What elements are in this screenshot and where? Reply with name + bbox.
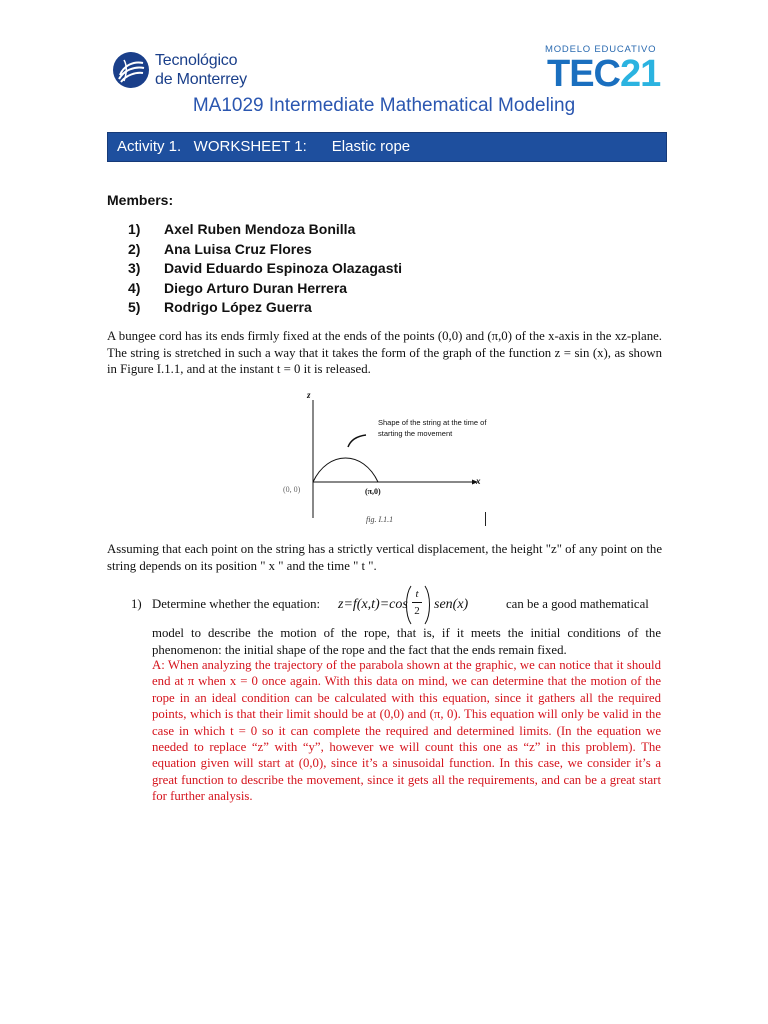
tec21-accent: 21 [620,53,661,95]
equation-fraction [412,587,422,618]
assumption-paragraph: Assuming that each point on the string has a strictly vertical displacement, the height "z" of any point on the string depends on its position " x " and the time " t ". [107,542,662,573]
answer-text: A: When analyzing the trajectory of the parabola shown at the graphic, we can notice that it should end at π when x = 0 once again. With this data on mind, we can determine that the motion of the rope in an ideal condition can be calculated with this equation, since it gathers all the required points, which is that their limit should be at (0,0) and (π, 0). This equation will only be valid in the case in which t = 0 so it can complete the required and determined limits. (In the equation we needed to replace “z” with “y”, however we will count this one as “z” in this problem). The equation given will start at (0,0), since it’s a sinusoidal function. In this case, we consider it’s a great function to describe the movement, since it gets all the requirements, and can be a great start for further analysis. [152,658,661,804]
pi-point-label: (π,0) [365,487,381,496]
tec-monterrey-emblem-icon [112,51,150,89]
activity-banner [107,132,667,162]
member-number: 1) [128,221,141,237]
member-name: Diego Arturo Duran Herrera [164,279,348,296]
tec21-main: TEC [547,53,620,95]
figure-annotation: Shape of the string at the time of starting the movement [378,418,487,438]
tec-monterrey-logo [112,48,272,94]
equation-left: z=f(x,t)=cos [338,597,408,612]
question-lead: Determine whether the equation: [152,597,321,611]
intro-paragraph: A bungee cord has its ends firmly fixed at the ends of the points (0,0) and (π,0) of the x-axis in the xz-plane. The string is stretched in such a way that it takes the form of the graph of the function z = sin (x), as shown in Figure I.1.1, and at the instant t = 0 it is released. [107,329,662,376]
institution-line-1: Tecnológico [155,52,238,69]
equation-right: sen(x) [434,597,469,612]
fraction-bar [412,602,422,603]
institution-line-2: de Monterrey [155,71,247,88]
course-title: MA1029 Intermediate Mathematical Modeling [192,95,576,116]
z-axis-label: z [307,390,311,400]
model-caption: MODELO EDUCATIVO [545,44,657,55]
member-number: 5) [128,299,141,315]
list-item [128,220,402,240]
institution-name [155,51,247,89]
member-number: 3) [128,260,141,276]
figure-plot [280,390,495,530]
list-item [128,298,402,318]
right-paren-icon [424,585,432,625]
member-name: Ana Luisa Cruz Flores [164,240,312,257]
list-item [128,279,402,299]
fraction-denominator: 2 [414,605,420,617]
question-body: model to describe the motion of the rope, that is, if it meets the initial conditions of the phenomenon: the initial shape of the rope and the fact that the ends remain fixed. [152,626,661,657]
figure-string-shape [280,390,495,530]
tec21-wordmark [547,54,660,94]
annotation-pointer [348,435,366,447]
fraction-numerator: t [415,588,419,600]
member-number: 2) [128,240,141,257]
members-list [128,220,402,318]
left-paren-icon [404,585,412,625]
list-item [128,240,402,260]
member-number: 4) [128,279,141,296]
member-name: Axel Ruben Mendoza Bonilla [164,221,356,237]
question-trail: can be a good mathematical [506,597,649,611]
tec21-logo [543,44,663,96]
text-cursor [485,512,486,526]
member-name: David Eduardo Espinoza Olazagasti [164,260,403,276]
activity-title: Activity 1. WORKSHEET 1: Elastic rope [117,138,411,155]
list-item [128,259,402,279]
figure-caption: fig. I.1.1 [366,515,394,524]
member-name: Rodrigo López Guerra [164,299,312,315]
question-number: 1) [131,597,142,611]
origin-label: (0, 0) [283,485,301,494]
members-label: Members: [107,192,174,208]
sine-arch [313,458,378,482]
x-axis-label: x [476,476,481,486]
